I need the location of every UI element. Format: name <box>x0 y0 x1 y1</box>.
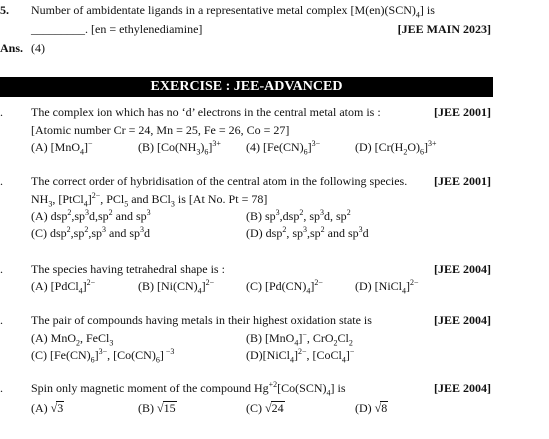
q4-text: The pair of compounds having metals in their highest oxidation state is <box>31 313 372 327</box>
q5-option-d <box>355 401 388 415</box>
q5-option-a-label: (A) <box>31 401 48 415</box>
q4-option-d: (D)[NiCl$_4$]$^{2-}$, [CoCl$_4$]− <box>246 347 355 365</box>
q5-option-c <box>246 401 285 415</box>
q3-bullet: . <box>0 262 3 276</box>
q4-option-a: (A) MnO$_2$, FeCl$_3$ <box>31 331 114 348</box>
q2-option-d: (D) dsp$^2$, $sp^3,sp^2$ and $sp^3d$ <box>246 225 369 240</box>
q5-option-d-label: (D) <box>355 401 372 415</box>
q5-option-a <box>31 401 64 415</box>
q3-option-a: (A) [PdCl$_4$]$^{2-}$ <box>31 278 96 296</box>
prev-question-line1: Number of ambidentate ligands in a representative metal complex $[M(en)(SCN)_4]$ is <box>31 3 435 20</box>
q4-option-c: (C) $[Fe(CN)_6]^{3-}$, $[Co(CN)_6]$ $^{-3}$ <box>31 347 175 365</box>
sqrt-icon: √ <box>265 401 272 415</box>
q3-option-c: (C) $[Pd(CN)_4]^{2-}$ <box>246 278 323 296</box>
q5-option-b <box>138 401 177 415</box>
q5-option-b-value: 15 <box>163 401 176 415</box>
exercise-banner: EXERCISE : JEE-ADVANCED <box>0 77 493 97</box>
q1-tag: [JEE 2001] <box>434 105 491 119</box>
q1-text: The complex ion which has no ‘d’ electrons in the central metal atom is : <box>31 105 381 119</box>
q2-tag: [JEE 2001] <box>434 174 491 188</box>
q2-line2: $NH_3$, [PtCl$_4$]$^{2-}$, PCl$_5$ and BCl$_3$ is [At No. Pt = 78] <box>31 191 268 209</box>
q1-option-b: (B) $[Co(NH_3)_6]^{3+}$ <box>138 139 221 157</box>
answer-value: (4) <box>31 41 45 55</box>
q4-tag: [JEE 2004] <box>434 313 491 327</box>
prev-question-number: 5. <box>0 3 9 17</box>
q2-option-a: (A) $dsp^2,sp^3d,sp^2$ and $sp^3$ <box>31 208 151 223</box>
prev-question-line2: _________. [en = ethylenediamine] <box>31 22 203 36</box>
q1-option-d: (D) $[Cr(H_2O)_6]^{3+}$ <box>355 139 437 157</box>
q2-text: The correct order of hybridisation of the central atom in the following species. <box>31 174 408 188</box>
q1-option-a: (A) [MnO$_4$]− <box>31 139 93 157</box>
q2-option-c: (C) $dsp^2,sp^2,sp^3$ and $sp^3d$ <box>31 225 151 240</box>
q5-tag: [JEE 2004] <box>434 381 491 395</box>
q5-option-c-value: 24 <box>271 401 284 415</box>
prev-question-tag: [JEE MAIN 2023] <box>397 22 491 36</box>
sqrt-icon: √ <box>374 401 382 415</box>
q2-bullet: . <box>0 174 3 188</box>
q3-text: The species having tetrahedral shape is : <box>31 262 225 276</box>
q1-note: [Atomic number Cr = 24, Mn = 25, Fe = 26, Co = 27] <box>31 123 290 137</box>
q5-option-b-label: (B) <box>138 401 154 415</box>
q3-tag: [JEE 2004] <box>434 262 491 276</box>
q1-bullet: . <box>0 105 3 119</box>
sqrt-icon: √ <box>157 401 164 415</box>
q5-option-d-value: 8 <box>381 401 388 415</box>
q3-option-d: (D) [NiCl$_4$]$^{2-}$ <box>355 278 419 296</box>
q5-bullet: . <box>0 381 3 395</box>
q5-option-c-label: (C) <box>246 401 262 415</box>
q3-option-b: (B) $[Ni(CN)_4]^{2-}$ <box>138 278 215 296</box>
q4-option-b: (B) [MnO$_4$]−, $CrO_2Cl_2$ <box>246 330 353 348</box>
q4-bullet: . <box>0 313 3 327</box>
q5-option-a-value: 3 <box>57 401 64 415</box>
q1-option-c: (4) $[Fe(CN)_6]^{3-}$ <box>246 139 321 157</box>
sqrt-icon: √ <box>50 401 58 415</box>
q2-option-b: (B) $sp^3,dsp^2$, $sp^3d$, $sp^2$ <box>246 208 351 223</box>
q5-text: Spin only magnetic moment of the compound $Hg^{+2}[Co(SCN)_4]$ is <box>31 380 346 398</box>
answer-label: Ans. <box>0 41 24 55</box>
